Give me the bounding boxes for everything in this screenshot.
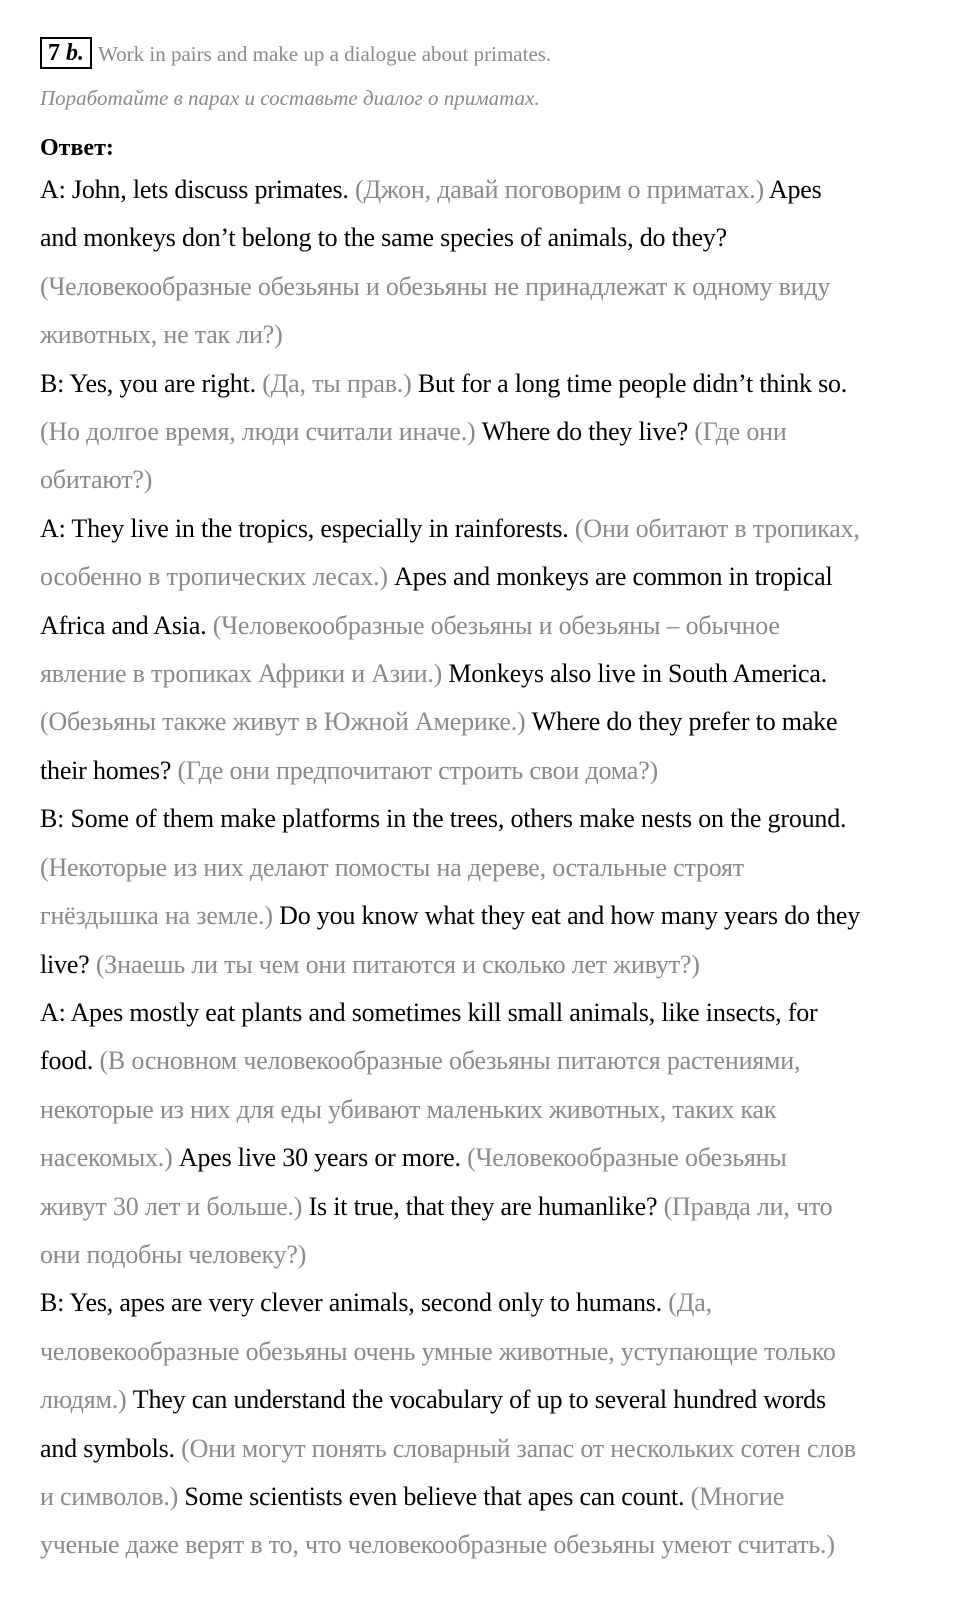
dialogue-line: [40, 892, 945, 940]
english-text: Where do they prefer to make: [525, 707, 838, 737]
dialogue-line: [40, 650, 945, 698]
translation-text: обитают?): [40, 465, 153, 495]
translation-text: (Где они: [694, 417, 787, 447]
translation-text: (В основном человекообразные обезьяны питаются растениями,: [99, 1046, 801, 1076]
dialogue-line: [40, 1376, 945, 1424]
dialogue-line: [40, 1521, 945, 1569]
english-text: and monkeys don’t belong to the same species of animals, do they?: [40, 223, 727, 253]
dialogue-line: [40, 311, 945, 359]
translation-text: (Джон, давай поговорим о приматах.): [354, 175, 765, 204]
dialogue-line: [40, 505, 945, 553]
english-text: B: Yes, you are right.: [40, 368, 263, 398]
dialogue-line: [40, 553, 945, 601]
dialogue-text: [40, 166, 945, 1570]
dialogue-line: [40, 456, 945, 504]
task-number: 7: [48, 40, 60, 66]
dialogue-line: [40, 844, 945, 892]
english-text: Apes and monkeys are common in tropical: [387, 562, 833, 592]
english-text: Some scientists even believe that apes can count.: [178, 1481, 691, 1511]
translation-text: (Где они предпочитают строить свои дома?): [177, 755, 658, 785]
dialogue-line: [40, 602, 945, 650]
translation-text: людям.): [40, 1385, 127, 1415]
translation-text: (Человекообразные обезьяны и обезьяны – обычное: [212, 610, 780, 640]
translation-text: животных, не так ли?): [40, 320, 283, 350]
translation-text: они подобны человеку?): [40, 1239, 307, 1269]
english-text: their homes?: [40, 755, 178, 785]
dialogue-line: [40, 1183, 945, 1231]
dialogue-line: [40, 408, 945, 456]
english-text: B: Some of them make platforms in the trees, others make nests on the ground.: [40, 804, 847, 834]
dialogue-line: [40, 698, 945, 746]
dialogue-line: [40, 214, 945, 262]
dialogue-line: [40, 360, 945, 408]
dialogue-line: [40, 1425, 945, 1473]
dialogue-line: [40, 1086, 945, 1134]
english-text: Monkeys also live in South America.: [442, 659, 827, 689]
translation-text: некоторые из них для еды убивают маленьких животных, таких как: [40, 1094, 777, 1124]
dialogue-line: [40, 1279, 945, 1327]
english-text: Africa and Asia.: [40, 610, 213, 640]
english-text: Is it true, that they are humanlike?: [302, 1191, 664, 1221]
translation-text: (Некоторые из них делают помосты на дереве, остальные строят: [40, 852, 744, 882]
english-text: A: John, lets discuss primates.: [40, 175, 355, 204]
document-page: [40, 36, 945, 1570]
dialogue-line: [40, 1134, 945, 1182]
task-header: [40, 36, 945, 72]
english-text: and symbols.: [40, 1433, 182, 1463]
dialogue-line: [40, 989, 945, 1037]
translation-text: (Человекообразные обезьяны: [467, 1143, 787, 1173]
dialogue-line: [40, 795, 945, 843]
translation-text: (Человекообразные обезьяны и обезьяны не принадлежат к одному виду: [40, 271, 831, 301]
dialogue-line: [40, 747, 945, 795]
translation-text: насекомых.): [40, 1143, 173, 1173]
translation-text: ученые даже верят в то, что человекообразные обезьяны умеют считать.): [40, 1530, 835, 1560]
translation-text: особенно в тропических лесах.): [40, 562, 388, 592]
translation-text: явление в тропиках Африки и Азии.): [40, 659, 443, 689]
translation-text: (Обезьяны также живут в Южной Америке.): [40, 707, 526, 737]
english-text: Where do they live?: [475, 417, 695, 447]
dialogue-line: [40, 941, 945, 989]
dialogue-line: [40, 1328, 945, 1376]
english-text: A: Apes mostly eat plants and sometimes kill small animals, like insects, for: [40, 997, 818, 1027]
translation-text: человекообразные обезьяны очень умные животные, уступающие только: [40, 1336, 836, 1366]
dialogue-line: [40, 1473, 945, 1521]
english-text: live?: [40, 949, 96, 979]
answer-label: Ответ:: [40, 135, 114, 161]
translation-text: и символов.): [40, 1481, 179, 1511]
english-text: food.: [40, 1046, 100, 1076]
translation-text: (Они могут понять словарный запас от нескольких сотен слов: [181, 1433, 856, 1463]
task-instruction-ru: Поработайте в парах и составьте диалог о приматах.: [40, 86, 540, 110]
translation-text: (Они обитают в тропиках,: [574, 513, 860, 543]
dialogue-line: [40, 263, 945, 311]
translation-text: живут 30 лет и больше.): [40, 1191, 303, 1221]
translation-text: (Знаешь ли ты чем они питаются и сколько лет живут?): [95, 949, 700, 979]
dialogue-line: [40, 1037, 945, 1085]
english-text: But for a long time people didn’t think so.: [411, 368, 848, 398]
english-text: B: Yes, apes are very clever animals, second only to humans.: [40, 1288, 669, 1318]
english-text: They can understand the vocabulary of up to several hundred words: [126, 1385, 826, 1415]
translation-text: (Да, ты прав.): [262, 368, 412, 398]
dialogue-line: [40, 1231, 945, 1279]
english-text: Do you know what they eat and how many years do they: [272, 901, 861, 931]
task-letter: b.: [66, 40, 84, 66]
english-text: Apes: [764, 175, 822, 204]
translation-text: (Но долгое время, люди считали иначе.): [40, 417, 476, 447]
dialogue-line: [40, 166, 945, 214]
translation-text: (Многие: [690, 1481, 785, 1511]
translation-text: гнёздышка на земле.): [40, 901, 273, 931]
translation-text: (Правда ли, что: [663, 1191, 833, 1221]
english-text: Apes live 30 years or more.: [172, 1143, 468, 1173]
translation-text: (Да,: [668, 1288, 712, 1318]
english-text: A: They live in the tropics, especially in rainforests.: [40, 513, 575, 543]
task-instruction-en: Work in pairs and make up a dialogue about primates.: [98, 42, 552, 66]
task-number-box: [40, 37, 92, 69]
